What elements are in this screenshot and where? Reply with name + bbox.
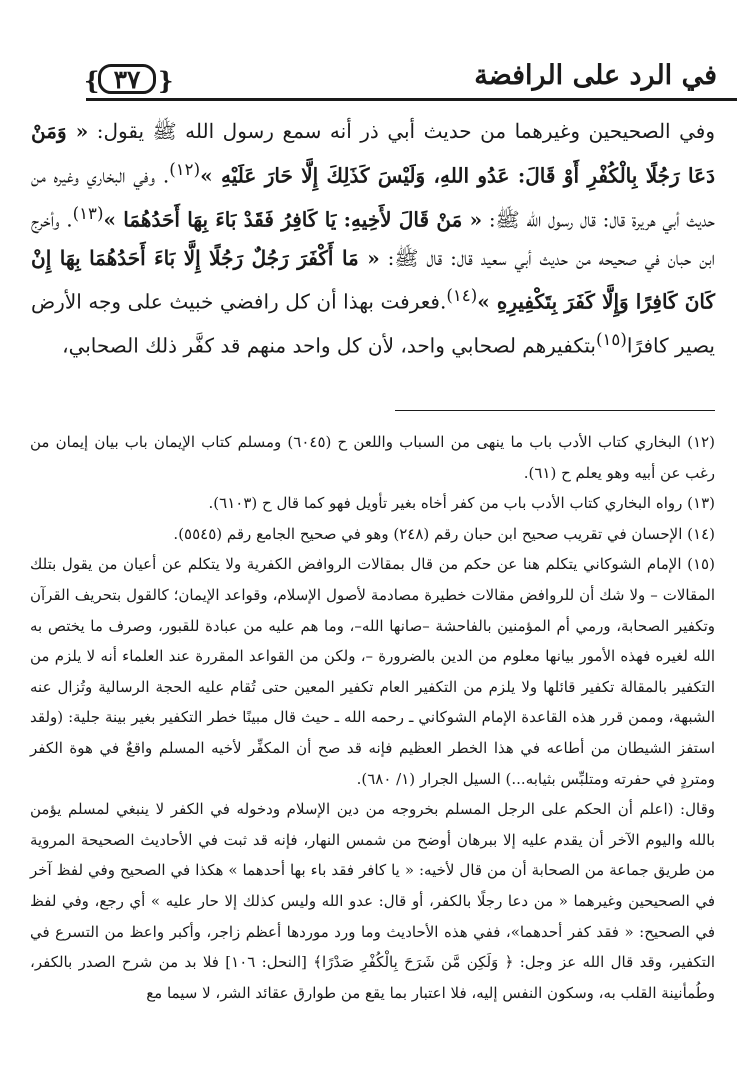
running-title: في الرد على الرافضة	[474, 60, 717, 91]
footnote-label: (١٢)	[687, 433, 715, 451]
body-sentence: . وأخرج ابن حبان في صحيحه من حديث أبي سعيد قال: قال ﷺ:	[31, 207, 715, 270]
footnote	[30, 427, 715, 488]
page-number-left-brace: {	[84, 66, 100, 95]
hadith-quote: « مَا أَكْفَرَ رَجُلٌ رَجُلًا إِلَّا بَاءَ أَحَدُهُمَا بِهَا إِنْ كَانَ كَافِرًا وَإِلَّا كَفَرَ بِتَكْفِيرِهِ »	[31, 245, 715, 314]
page-header	[0, 0, 755, 105]
footnote-ref: (١٤)	[446, 286, 478, 306]
footnote	[30, 549, 715, 794]
main-text	[31, 112, 715, 366]
page-number-right-brace: }	[158, 66, 174, 95]
footnote-label: (١٣)	[687, 494, 715, 513]
footnote	[30, 488, 715, 519]
footnote-ref: (١٣)	[72, 203, 104, 223]
page-number: ٣٧	[113, 65, 141, 94]
footnote-ref: (١٢)	[169, 159, 201, 179]
body-sentence: . وفي البخاري وغيره من حديث أبي هريرة قال: قال رسول الله ﷺ:	[31, 163, 715, 232]
footnote-text: الإمام الشوكاني يتكلم هنا عن حكم من قال بمقالات الروافض الكفرية ولا يتكلم عن أعيان من يقول بتلك المقالات – ولا شك أن للروافض مقالات خطيرة مصادمة لأصول الإسلام، وقواعد الإيمان؛ كالقول بتحريف القرآن وتكفير الصحابة، ورمي أم المؤمنين بالفاحشة –صانها الله–، وما هم عليه من عبادة للقبور، وصرف ما يختص به الله لغيره فهذه الأمور بيانها معلوم من الدين بالضرورة –، ولكن من القواعد المقررة عند العلماء أنه لا يلزم من التكفير بالمقالة تكفير قائلها ولا يلزم من التكفير العام تكفير المعين حتى تُقام عليه الحجة الرسالية وتُزال عنه الشبهة، وممن قرر هذه القاعدة الإمام الشوكاني ـ رحمه الله ـ حيث قال مبينًا خطر التكفير بغير بينة جلية: (ولقد استفز الشيطان من أطاعه في هذا الخطر العظيم فإنه قد صح أن المكفِّر لأخيه المسلم واقعٌ في هوة الكفر ومتردٍ في حفرته ومتلبِّس بثيابه...) السيل الجرار (١/ ٦٨٠).	[30, 555, 715, 788]
footnote-text: البخاري كتاب الأدب باب ما ينهى من السباب واللعن ح (٦٠٤٥) ومسلم كتاب الإيمان باب بيان إيمان من رغب عن أبيه وهو يعلم ح (٦١).	[30, 433, 715, 482]
body-sentence: .فعرفت بهذا أن كل رافضي خبيث على وجه الأرض يصير كافرًا	[31, 289, 715, 359]
footnote-ref: (١٥)	[595, 330, 627, 350]
footnote-continuation: وقال: (اعلم أن الحكم على الرجل المسلم بخروجه من دين الإسلام ودخوله في الكفر لا ينبغي لمسلم يؤمن بالله واليوم الآخر أن يقدم عليه إلا ببرهان أوضح من شمس النهار، فإنه قد ثبت في الأحاديث الصحيحة المروية من طريق جماعة من الصحابة أن من قال لأخيه: « يا كافر فقد باء بها أحدهما » هكذا في الصحيح وفي لفظ آخر في الصحيحين وغيرهما « من دعا رجلًا بالكفر، أو قال: عدو الله وليس كذلك إلا حار عليه » أي رجع، وفي لفظ في الصحيح: « فقد كفر أحدهما»، ففي هذه الأحاديث وما ورد موردها أعظم زاجر، وأكبر واعظ من التسرع في التكفير، وقد قال الله عز وجل: ﴿ وَلَكِن مَّن شَرَحَ بِالْكُفْرِ صَدْرًا﴾ [النحل: ١٠٦] فلا بد من شرح الصدر بالكفر، وطُمأنينة القلب به، وسكون النفس إليه، فلا اعتبار بما يقع من طوارق عقائد الشر، لا سيما مع	[30, 800, 715, 1002]
footnote	[30, 519, 715, 550]
hadith-quote: « وَمَنْ دَعَا رَجُلًا بِالْكُفْرِ أَوْ قَالَ: عَدُو اللهِ، وَلَيْسَ كَذَلِكَ إِلَّا حَارَ عَلَيْهِ »	[31, 119, 715, 188]
footnotes	[30, 427, 715, 1008]
body-sentence: وفي الصحيحين وغيرهما من حديث أبي ذر أنه سمع رسول الله ﷺ يقول:	[96, 119, 716, 143]
header-rule	[86, 98, 737, 101]
page-number-box	[98, 64, 156, 94]
footnote-label: (١٤)	[687, 524, 715, 543]
footnote-text: رواه البخاري كتاب الأدب باب من كفر أخاه بغير تأويل فهو كما قال ح (٦١٠٣).	[208, 494, 683, 513]
body-sentence: بتكفيرهم لصحابي واحد، لأن كل واحد منهم قد كفَّر ذلك الصحابي،	[62, 334, 596, 359]
footnote-label: (١٥)	[687, 555, 715, 574]
footnote-text: الإحسان في تقريب صحيح ابن حبان رقم (٢٤٨) وهو في صحيح الجامع رقم (٥٥٤٥).	[173, 524, 683, 543]
hadith-quote: « مَنْ قَالَ لأَخِيهِ: يَا كَافِرُ فَقَدْ بَاءَ بِهَا أَحَدُهُمَا »	[103, 207, 483, 232]
footnote-separator	[395, 410, 715, 411]
